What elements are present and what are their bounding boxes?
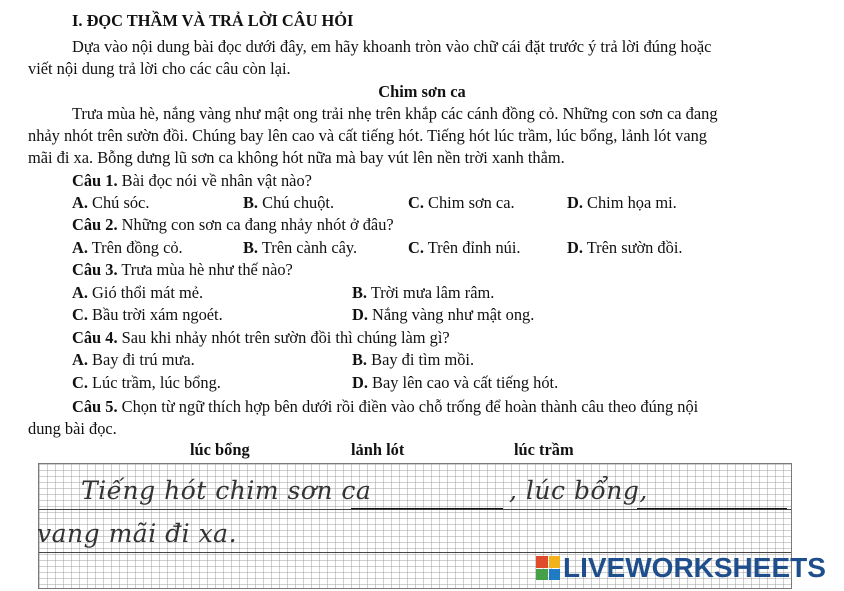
- option-text: Chú sóc.: [92, 193, 150, 212]
- q3-option-b[interactable]: [352, 282, 494, 304]
- q3-option-a[interactable]: [72, 282, 203, 304]
- option-letter: A.: [72, 283, 88, 302]
- passage-title: Chim sơn ca: [378, 82, 466, 101]
- answer-blank-2[interactable]: [637, 508, 787, 509]
- option-text: Trời mưa lâm râm.: [370, 283, 495, 302]
- option-text: Gió thổi mát mẻ.: [92, 283, 204, 302]
- option-text: Bay đi trú mưa.: [92, 350, 195, 369]
- question-text: Chọn từ ngữ thích hợp bên dưới rồi điền vào chỗ trống để hoàn thành câu theo đúng nội: [121, 397, 699, 416]
- option-letter: B.: [243, 238, 259, 257]
- q2-option-b[interactable]: [243, 237, 357, 259]
- q1-option-a[interactable]: [72, 192, 149, 214]
- answer-blank-1[interactable]: [351, 508, 503, 509]
- section-heading: I. ĐỌC THẦM VÀ TRẢ LỜI CÂU HỎI: [72, 11, 354, 30]
- option-letter: B.: [352, 350, 368, 369]
- instruction-line-2: viết nội dung trả lời cho các câu còn lại.: [28, 59, 291, 78]
- question-label: Câu 2.: [72, 215, 118, 234]
- q1-option-c[interactable]: [408, 192, 515, 214]
- q4-option-b[interactable]: [352, 349, 474, 371]
- option-text: Chim sơn ca.: [428, 193, 515, 212]
- option-letter: B.: [352, 283, 368, 302]
- handwriting-text-3: vang mãi đi xa.: [37, 519, 238, 548]
- logo-mark-icon: [536, 556, 560, 580]
- option-letter: A.: [72, 238, 88, 257]
- option-text: Trên sườn đồi.: [586, 238, 683, 257]
- question-text: Sau khi nhảy nhót trên sườn đồi thì chúng làm gì?: [121, 328, 450, 347]
- option-letter: D.: [352, 373, 368, 392]
- logo-square: [549, 569, 561, 581]
- q4-option-c[interactable]: [72, 372, 221, 394]
- question-3: [72, 259, 293, 281]
- guide-line: [39, 509, 791, 510]
- option-letter: C.: [408, 238, 424, 257]
- question-text: Trưa mùa hè như thế nào?: [121, 260, 293, 279]
- question-4: [72, 327, 450, 349]
- q1-option-b[interactable]: [243, 192, 334, 214]
- passage-line-3: mãi đi xa. Bỗng dưng lũ sơn ca không hót nữa mà bay vút lên nền trời xanh thẳm.: [28, 148, 565, 167]
- question-5: [72, 396, 698, 418]
- option-letter: A.: [72, 350, 88, 369]
- option-text: Chú chuột.: [262, 193, 335, 212]
- logo-square: [536, 556, 548, 568]
- question-label: Câu 3.: [72, 260, 118, 279]
- option-text: Bay đi tìm mồi.: [371, 350, 475, 369]
- option-text: Nắng vàng như mật ong.: [372, 305, 535, 324]
- option-letter: A.: [72, 193, 88, 212]
- question-text: Những con sơn ca đang nhảy nhót ở đâu?: [121, 215, 394, 234]
- handwriting-text-2: , lúc bổng,: [509, 476, 648, 505]
- word-bank-item-1[interactable]: lúc bổng: [190, 440, 250, 459]
- q2-option-a[interactable]: [72, 237, 183, 259]
- word-bank-item-3[interactable]: lúc trầm: [514, 440, 574, 459]
- q3-option-d[interactable]: [352, 304, 534, 326]
- option-letter: C.: [408, 193, 424, 212]
- option-text: Chim họa mi.: [587, 193, 677, 212]
- option-letter: D.: [567, 238, 583, 257]
- liveworksheets-logo: [536, 552, 826, 584]
- q3-option-c[interactable]: [72, 304, 223, 326]
- handwriting-text-1: Tiếng hót chim sơn ca: [81, 476, 372, 505]
- question-label: Câu 1.: [72, 171, 118, 190]
- option-text: Bay lên cao và cất tiếng hót.: [372, 373, 559, 392]
- option-text: Trên đỉnh núi.: [427, 238, 521, 257]
- q4-option-d[interactable]: [352, 372, 558, 394]
- question-2: [72, 214, 394, 236]
- option-letter: D.: [352, 305, 368, 324]
- option-text: Trên đồng cỏ.: [91, 238, 183, 257]
- q1-option-d[interactable]: [567, 192, 677, 214]
- option-letter: C.: [72, 305, 88, 324]
- q4-option-a[interactable]: [72, 349, 195, 371]
- question-1: [72, 170, 312, 192]
- option-letter: B.: [243, 193, 259, 212]
- option-text: Trên cành cây.: [261, 238, 358, 257]
- question-text: Bài đọc nói về nhân vật nào?: [121, 171, 312, 190]
- logo-square: [549, 556, 561, 568]
- question-label: Câu 5.: [72, 397, 118, 416]
- q2-option-d[interactable]: [567, 237, 682, 259]
- option-text: Bầu trời xám ngoét.: [92, 305, 223, 324]
- word-bank-item-2[interactable]: lảnh lót: [351, 440, 405, 459]
- logo-square: [536, 569, 548, 581]
- option-text: Lúc trầm, lúc bổng.: [92, 373, 221, 392]
- q2-option-c[interactable]: [408, 237, 521, 259]
- passage-line-1: Trưa mùa hè, nắng vàng như mật ong trải nhẹ trên khắp các cánh đồng cỏ. Những con sơn ca đang: [72, 104, 718, 123]
- option-letter: D.: [567, 193, 583, 212]
- option-letter: C.: [72, 373, 88, 392]
- instruction-line-1: Dựa vào nội dung bài đọc dưới đây, em hãy khoanh tròn vào chữ cái đặt trước ý trả lời đúng hoặc: [72, 37, 712, 56]
- question-label: Câu 4.: [72, 328, 118, 347]
- passage-line-2: nhảy nhót trên sườn đồi. Chúng bay lên cao và cất tiếng hót. Tiếng hót lúc trầm, lúc bổng, lảnh lót vang: [28, 126, 707, 145]
- logo-text: LIVEWORKSHEETS: [563, 552, 826, 583]
- question-5-line-2: dung bài đọc.: [28, 419, 117, 438]
